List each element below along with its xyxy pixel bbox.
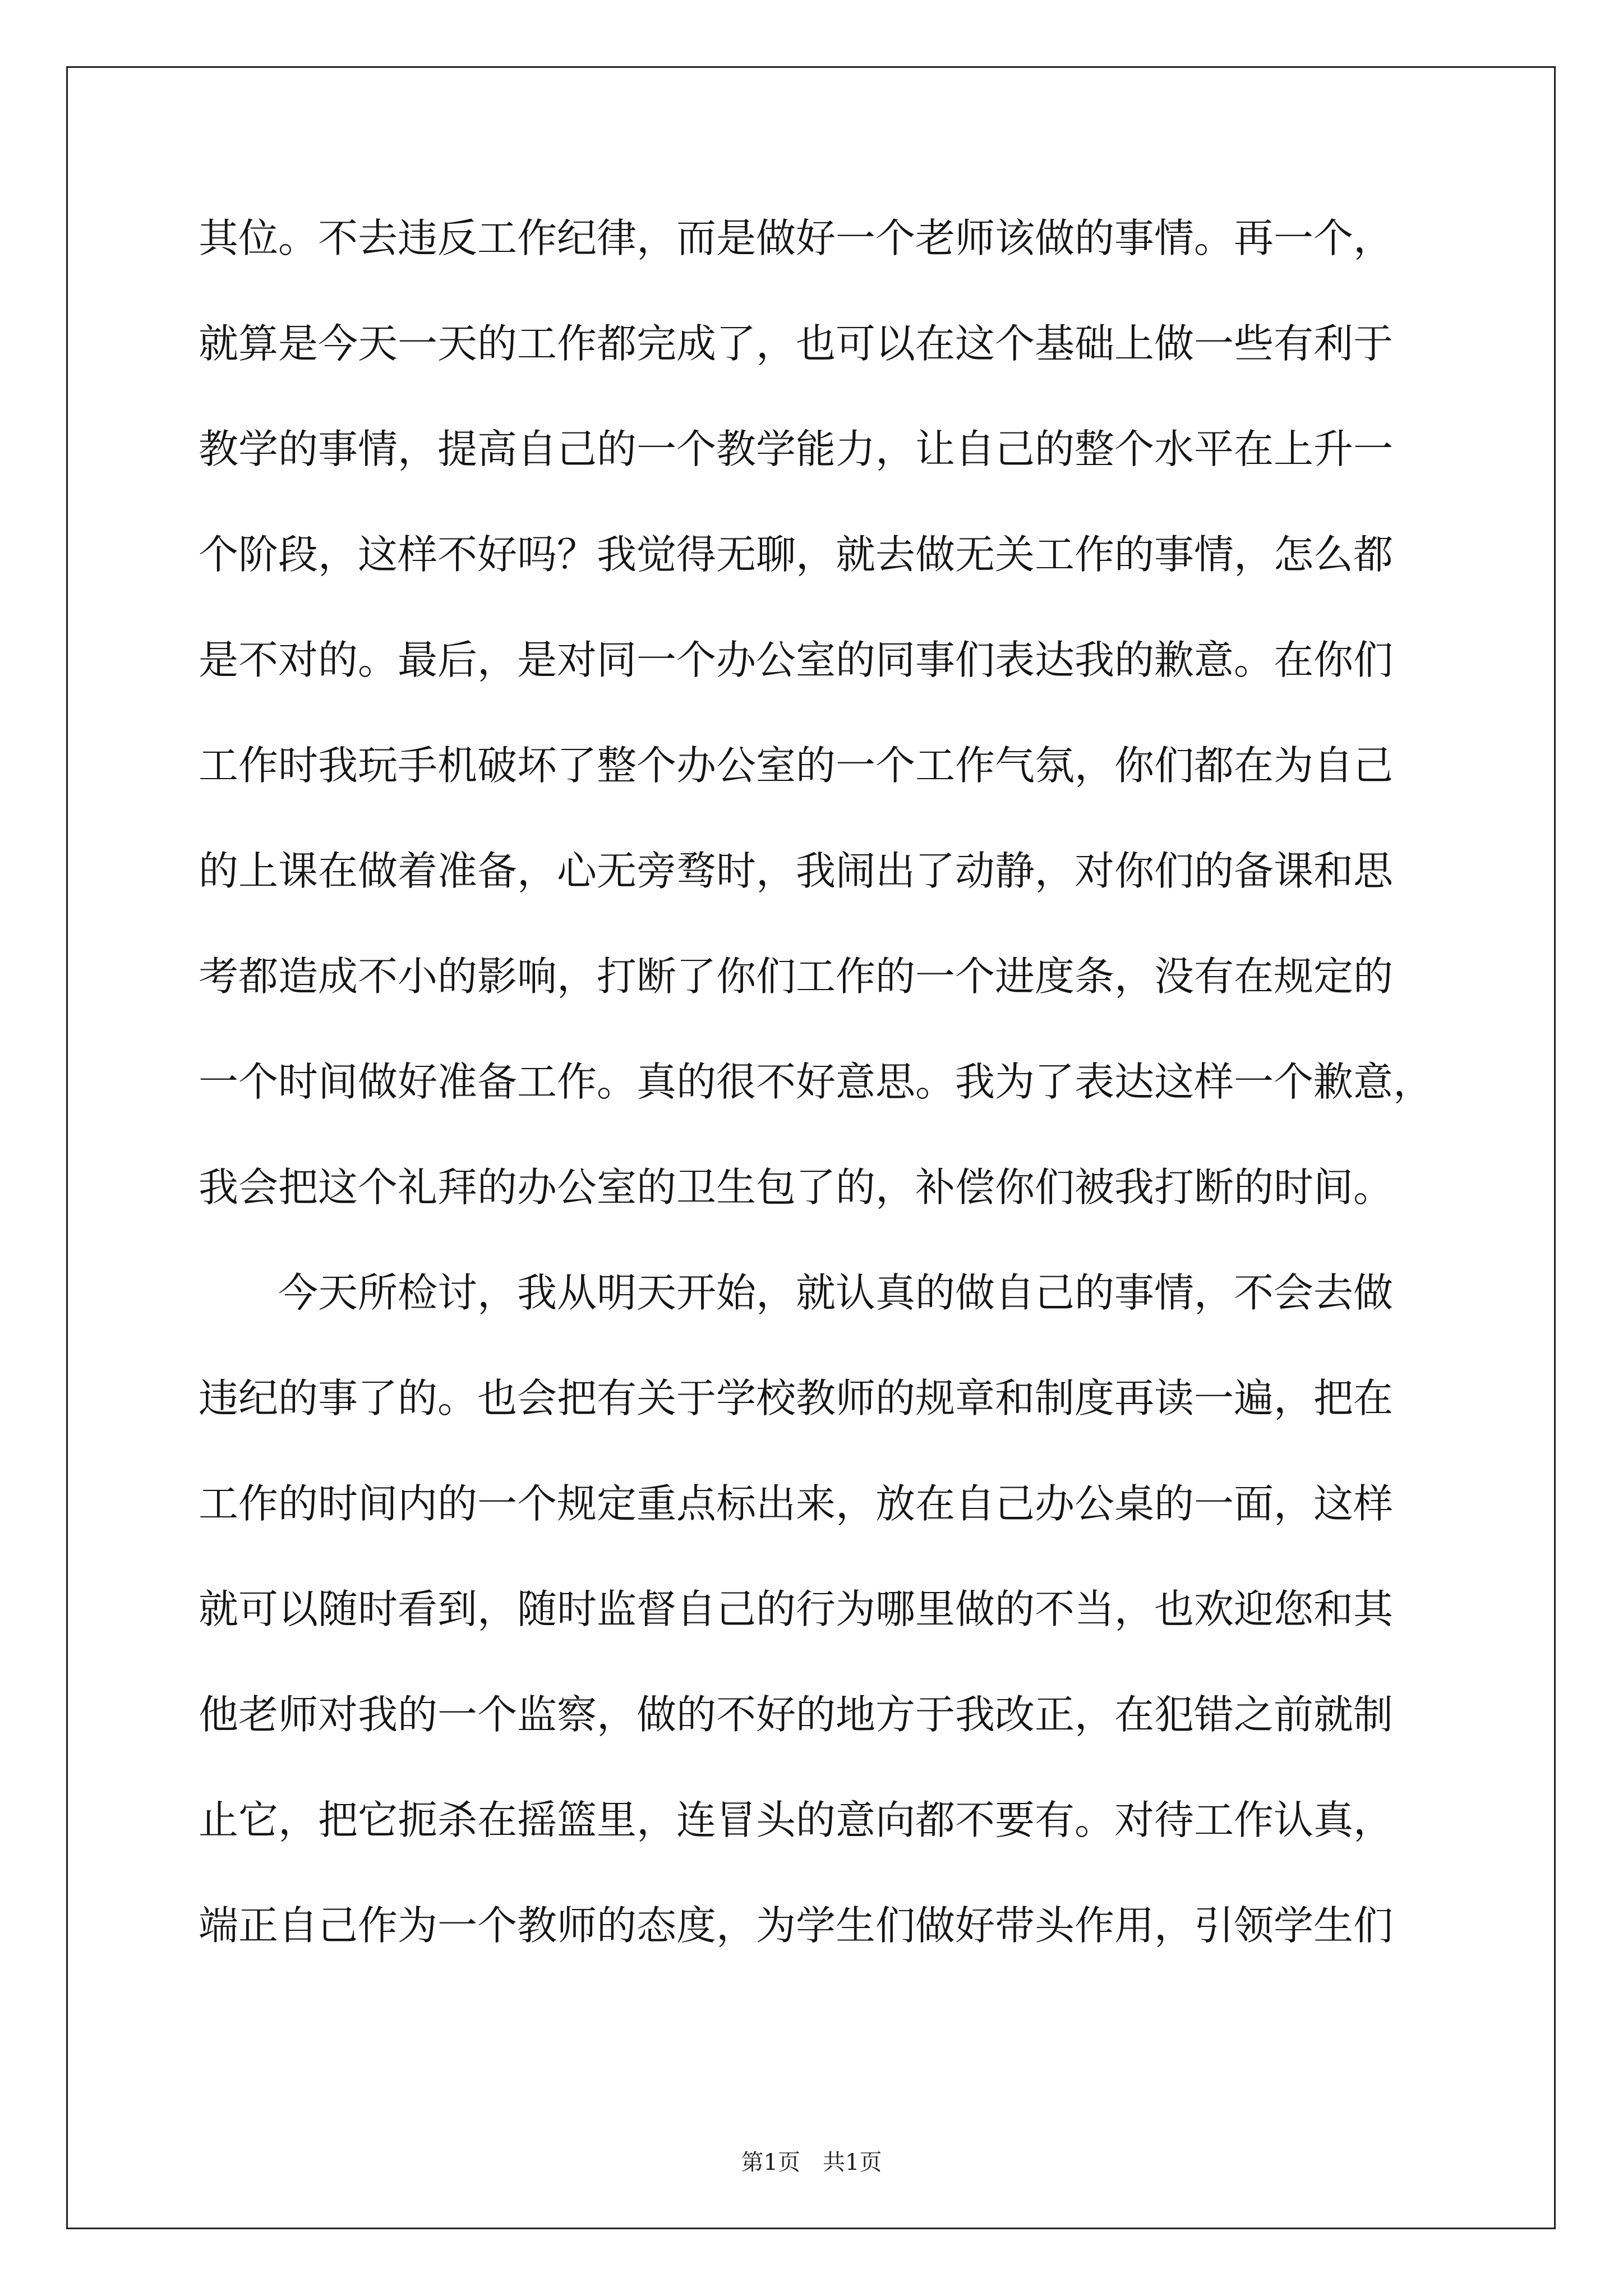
text-line-8: 考都造成不小的影响，打断了你们工作的一个进度条，没有在规定的 [199, 953, 1394, 1000]
text-line-4: 个阶段，这样不好吗？我觉得无聊，就去做无关工作的事情，怎么都 [199, 531, 1394, 578]
document-body [199, 208, 1444, 2000]
page-number-footer: 第1页 共1页 [741, 2150, 882, 2175]
text-line-16: 止它，把它扼杀在摇篮里，连冒头的意向都不要有。对待工作认真， [199, 1797, 1394, 1843]
text-line-14: 就可以随时看到，随时监督自己的行为哪里做的不当，也欢迎您和其 [199, 1586, 1394, 1632]
text-line-5: 是不对的。最后，是对同一个办公室的同事们表达我的歉意。在你们 [199, 637, 1394, 683]
text-line-3: 教学的事情，提高自己的一个教学能力，让自己的整个水平在上升一 [199, 426, 1394, 472]
paragraph-start-line: 今天所检讨，我从明天开始，就认真的做自己的事情，不会去做 [278, 1269, 1394, 1316]
text-line-13: 工作的时间内的一个规定重点标出来，放在自己办公桌的一面，这样 [199, 1480, 1394, 1527]
text-line-9: 一个时间做好准备工作。真的很不好意思。我为了表达这样一个歉意， [199, 1059, 1433, 1105]
text-line-2: 就算是今天一天的工作都完成了，也可以在这个基础上做一些有利于 [199, 320, 1394, 367]
text-line-12: 违纪的事了的。也会把有关于学校教师的规章和制度再读一遍，把在 [199, 1375, 1394, 1421]
text-line-17: 端正自己作为一个教师的态度，为学生们做好带头作用，引领学生们 [199, 1902, 1394, 1949]
text-line-15: 他老师对我的一个监察，做的不好的地方于我改正，在犯错之前就制 [199, 1691, 1394, 1738]
text-line-1: 其位。不去违反工作纪律，而是做好一个老师该做的事情。再一个， [199, 215, 1394, 261]
text-line-10: 我会把这个礼拜的办公室的卫生包了的，补偿你们被我打断的时间。 [199, 1164, 1394, 1211]
text-line-7: 的上课在做着准备，心无旁骛时，我闹出了动静，对你们的备课和思 [199, 848, 1394, 894]
text-line-6: 工作时我玩手机破坏了整个办公室的一个工作气氛，你们都在为自己 [199, 742, 1394, 789]
